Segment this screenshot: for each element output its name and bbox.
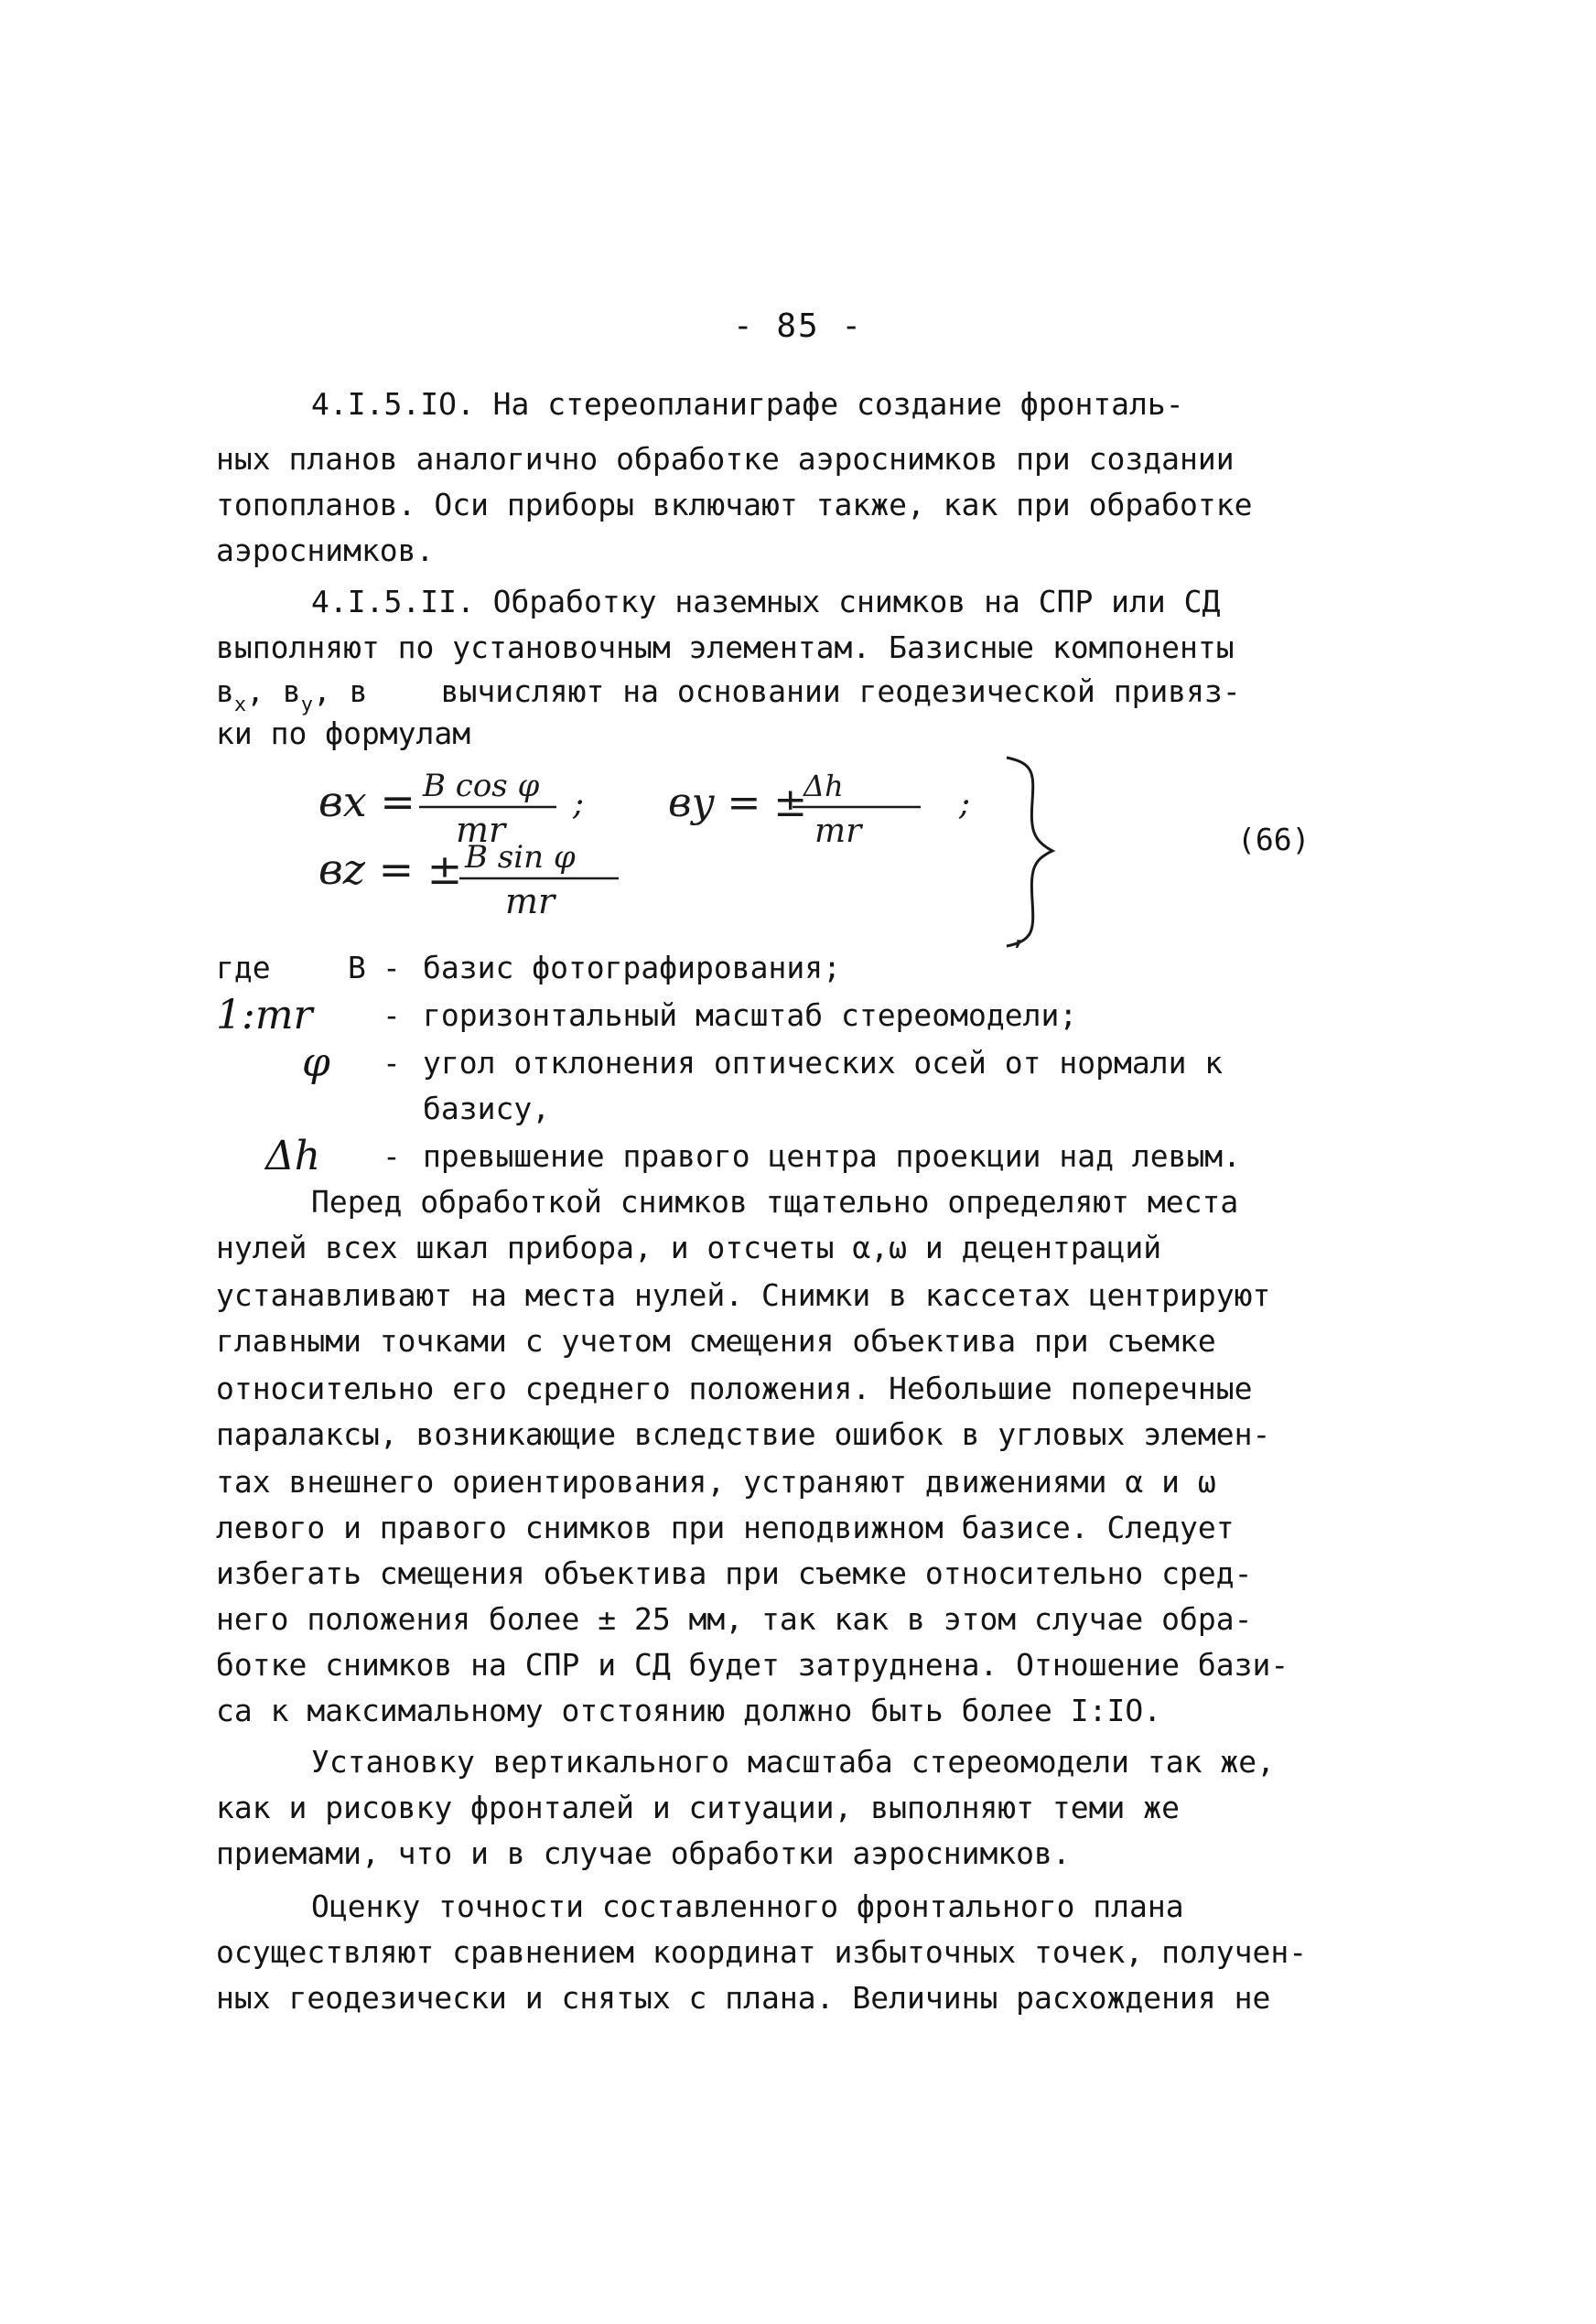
legend-text-phi-cont: базису, — [423, 1091, 551, 1126]
formula-bz-denominator: mr — [505, 881, 555, 921]
para5-line-1: Оценку точности составленного фронтального плана — [311, 1888, 1184, 1924]
legend-text-dh: превышение правого центра проекции над левым. — [423, 1138, 1242, 1174]
legend-symbol-phi: φ — [302, 1039, 330, 1086]
by-symbol: , в — [246, 673, 301, 709]
para3-line-3: устанавливают на места нулей. Снимки в кассетах центрируют — [216, 1277, 1271, 1313]
para2-line-1: 4.I.5.II. Обработку наземных снимков на СПР или СД — [311, 584, 1221, 619]
legend-dash-4: - — [383, 1138, 401, 1174]
formula-bz-numerator: B sin φ — [465, 839, 576, 876]
legend-symbol-B: B — [348, 950, 366, 985]
para3-line-2: нулей всех шкал прибора, и отсчеты α,ω и децентраций — [216, 1230, 1162, 1265]
formula-separator-1: ; — [573, 785, 585, 823]
para2-line-3 — [216, 672, 1241, 716]
formula-separator-2: ; — [959, 785, 971, 823]
formula-by-numerator: Δh — [803, 769, 844, 803]
legend-text-phi: угол отклонения оптических осей от нормали к — [423, 1045, 1224, 1081]
formula-bz-lhs: вz = ± — [318, 845, 463, 894]
formula-by-lhs: вy = ± — [668, 780, 808, 826]
formula-bx-numerator: B cos φ — [423, 768, 540, 804]
by-subscript: y — [300, 694, 313, 716]
formula-bx-denominator: mr — [456, 810, 506, 850]
para4-line-3: приемами, что и в случае обработки аэроснимков. — [216, 1835, 1071, 1871]
para1-line-2: ных планов аналогично обработке аэроснимков при создании — [216, 441, 1235, 477]
legend-dash-3: - — [383, 1045, 401, 1081]
formula-svg — [302, 756, 1089, 948]
para3-line-12: са к максимальному отстоянию должно быть более I:IO. — [216, 1693, 1162, 1728]
para3-line-7: тах внешнего ориентирования, устраняют движениями α и ω — [216, 1464, 1216, 1500]
legend-text-B: базис фотографирования; — [423, 950, 841, 985]
legend-dash-2: - — [383, 997, 401, 1033]
para3-line-5: относительно его среднего положения. Небольшие поперечные — [216, 1371, 1253, 1406]
para4-line-2: как и рисовку фронталей и ситуации, выполняют теми же — [216, 1790, 1180, 1825]
legend-text-scale: горизонтальный масштаб стереомодели; — [423, 997, 1078, 1033]
legend-symbol-dh: Δh — [265, 1133, 321, 1179]
para3-line-4: главными точками с учетом смещения объектива при съемке — [216, 1323, 1216, 1359]
formula-66 — [302, 756, 1089, 948]
para5-line-2: осуществляют сравнением координат избыточных точек, получен- — [216, 1934, 1308, 1970]
legend-where: где — [216, 950, 271, 985]
para3-line-6: паралаксы, возникающие вследствие ошибок в угловых элемен- — [216, 1416, 1271, 1452]
formula-brace — [1007, 758, 1052, 946]
legend-symbol-scale: 1:mr — [216, 992, 313, 1038]
para3-line-10: него положения более ± 25 мм, так как в этом случае обра- — [216, 1601, 1253, 1637]
para3-line-9: избегать смещения объектива при съемке относительно сред- — [216, 1555, 1253, 1591]
para3-line-8: левого и правого снимков при неподвижном базисе. Следует — [216, 1510, 1235, 1545]
para4-line-1: Установку вертикального масштаба стереомодели так же, — [311, 1744, 1275, 1780]
page-number: - 85 - — [732, 307, 864, 345]
para2-line-4: ки по формулам — [216, 715, 471, 751]
equation-number: (66) — [1237, 822, 1310, 857]
formula-bx-lhs: вx = — [318, 777, 415, 826]
bz-symbol: , в — [312, 673, 368, 709]
para1-line-1: 4.I.5.IO. На стереопланиграфе создание фронталь- — [311, 386, 1184, 422]
para2-line-2: выполняют по установочным элементам. Базисные компоненты — [216, 629, 1235, 665]
para3-line-1: Перед обработкой снимков тщательно определяют места — [311, 1184, 1239, 1220]
formula-trailing-comma: , — [1010, 920, 1028, 948]
para1-line-3: топопланов. Оси приборы включают также, как при обработке — [216, 487, 1253, 522]
bx-subscript: x — [233, 694, 247, 716]
para3-line-11: ботке снимков на СПР и СД будет затруднена. Отношение бази- — [216, 1647, 1289, 1683]
formula-by-denominator: mr — [814, 812, 862, 850]
legend-dash-1: - — [383, 950, 401, 985]
para1-line-4: аэроснимков. — [216, 533, 435, 568]
para5-line-3: ных геодезически и снятых с плана. Величины расхождения не — [216, 1980, 1271, 2016]
para2-line-3-text: вычисляют на основании геодезической привяз- — [440, 673, 1241, 709]
bx-symbol: в — [216, 673, 234, 709]
